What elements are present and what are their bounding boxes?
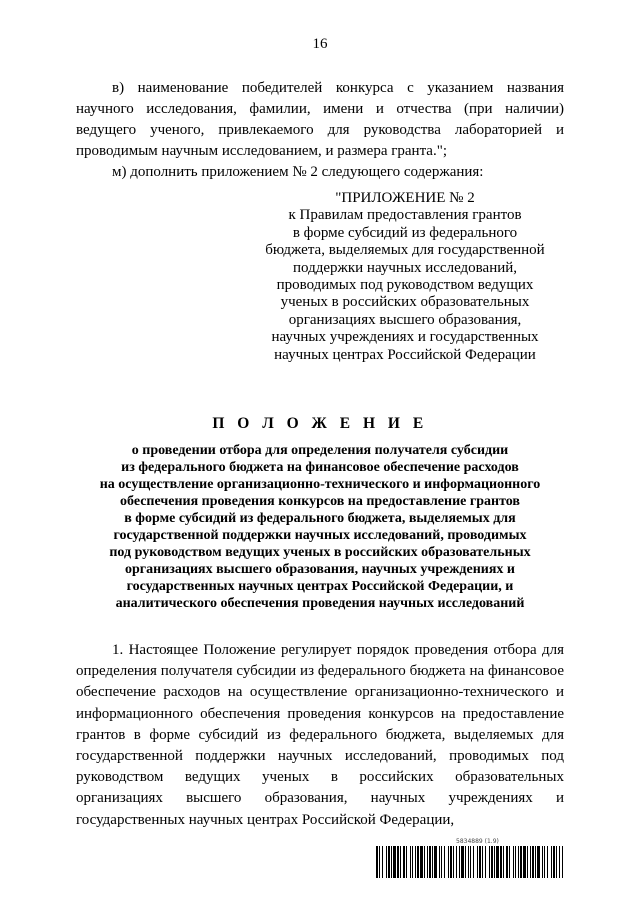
appendix-line: научных центрах Российской Федерации xyxy=(274,346,536,363)
appendix-line: научных учреждениях и государственных xyxy=(271,329,539,346)
barcode-bar xyxy=(379,846,380,878)
barcode-bar xyxy=(429,846,431,878)
appendix-line: поддержки научных исследований, xyxy=(292,259,518,276)
barcode-bar xyxy=(496,846,499,878)
barcode-bar xyxy=(547,846,548,878)
subtitle-line: из федерального бюджета на финансовое обеспечение расходов xyxy=(121,460,519,475)
barcode-bar xyxy=(453,846,454,878)
barcode-bar xyxy=(556,846,557,878)
barcode-bar xyxy=(520,846,522,878)
intro-section xyxy=(76,78,564,183)
barcode-bar xyxy=(500,846,502,878)
barcode-bar xyxy=(427,846,428,878)
barcode-bar xyxy=(400,846,401,878)
barcode-bar xyxy=(391,846,392,878)
barcode-bar xyxy=(535,846,536,878)
barcode-bar xyxy=(459,846,460,878)
barcode-bar xyxy=(439,846,440,878)
barcode-bar xyxy=(485,846,486,878)
barcode-bar xyxy=(415,846,416,878)
subtitle-line: аналитического обеспечения проведения научных исследований xyxy=(115,596,525,611)
subtitle-line: государственной поддержки научных исследований, проводимых xyxy=(113,528,527,543)
barcode-bar xyxy=(450,846,452,878)
barcode-bar xyxy=(417,846,419,878)
subtitle-line: под руководством ведущих ученых в российских образовательных xyxy=(109,545,531,560)
barcode-bar xyxy=(397,846,399,878)
paragraph-1: 1. Настоящее Положение регулирует порядок проведения отбора для определения получателя субсидии из федерального бюджета на финансовое обеспечение расходов на осуществление организационно-технического и информационного обеспечения проведения конкурсов на предоставление грантов в форме субсидий из федерального бюджета, выделяемых для государственной поддержки научных исследований, проводимых под руководством ведущих ученых в российских образовательных организациях высшего образования, научных учреждениях и государственных научных центрах Российской Федерации, xyxy=(76,642,564,828)
barcode-bar xyxy=(441,846,442,878)
barcode-bar xyxy=(461,846,464,878)
barcode-bar xyxy=(448,846,449,878)
barcode-bar xyxy=(553,846,555,878)
barcode-bar xyxy=(482,846,483,878)
barcode-bar xyxy=(530,846,531,878)
appendix-line: ученых в российских образовательных xyxy=(280,294,530,311)
subtitle-line: государственных научных центрах Российской Федерации, и xyxy=(126,579,514,594)
barcode-bar xyxy=(465,846,466,878)
barcode-bar xyxy=(386,846,387,878)
document-subtitle xyxy=(60,442,580,612)
appendix-line: в форме субсидий из федерального xyxy=(292,224,518,241)
subtitle-line: обеспечения проведения конкурсов на предоставление грантов xyxy=(120,494,520,509)
subtitle-line: о проведении отбора для определения получателя субсидии xyxy=(131,443,509,458)
barcode-bar xyxy=(544,846,545,878)
barcode-bar xyxy=(382,846,383,878)
barcode-bar xyxy=(468,846,469,878)
item-v-paragraph: в) наименование победителей конкурса с указанием названия научного исследования, фамилии, имени и отчества (при наличии) ведущего ученого, привлекаемого для руководства лабораторией и проводимым научным исследованием, и размера гранта."; xyxy=(76,80,564,159)
barcode-bar xyxy=(509,846,510,878)
barcode-bar xyxy=(376,846,378,878)
barcode-bar xyxy=(489,846,490,878)
barcode-bar xyxy=(559,846,560,878)
barcode-bar xyxy=(527,846,528,878)
barcode-bar xyxy=(403,846,405,878)
barcode-bar xyxy=(518,846,519,878)
barcode-bar xyxy=(444,846,445,878)
barcode-bar xyxy=(420,846,423,878)
barcode-bar xyxy=(506,846,508,878)
barcode-bar xyxy=(393,846,396,878)
barcode-bar xyxy=(412,846,413,878)
barcode-bar xyxy=(424,846,425,878)
barcode-bar xyxy=(537,846,540,878)
document-id: 5834889 (1.9) xyxy=(456,838,499,845)
barcode-bar xyxy=(388,846,390,878)
barcode-bar xyxy=(494,846,495,878)
page-number: 16 xyxy=(312,36,328,52)
barcode-bar xyxy=(532,846,534,878)
appendix-header xyxy=(240,190,570,364)
barcode-bar xyxy=(551,846,552,878)
body-section xyxy=(76,640,564,831)
barcode-bar xyxy=(503,846,504,878)
barcode-bar xyxy=(470,846,471,878)
barcode-bar xyxy=(523,846,526,878)
barcode xyxy=(376,846,564,878)
appendix-line: организациях высшего образования, xyxy=(288,311,522,328)
barcode-bar xyxy=(491,846,493,878)
barcode-bar xyxy=(406,846,407,878)
barcode-bar xyxy=(477,846,478,878)
appendix-line: проводимых под руководством ведущих xyxy=(276,277,534,294)
barcode-bar xyxy=(515,846,516,878)
appendix-line: к Правилам предоставления грантов xyxy=(288,207,522,224)
barcode-bar xyxy=(456,846,457,878)
barcode-bar xyxy=(410,846,411,878)
document-heading: П О Л О Ж Е Н И Е xyxy=(212,415,428,432)
appendix-title: "ПРИЛОЖЕНИЕ № 2 xyxy=(335,190,475,206)
subtitle-line: на осуществление организационно-технического и информационного xyxy=(99,477,541,492)
barcode-bar xyxy=(434,846,437,878)
appendix-line: бюджета, выделяемых для государственной xyxy=(265,242,545,259)
barcode-bar xyxy=(432,846,433,878)
barcode-bar xyxy=(562,846,563,878)
subtitle-line: в форме субсидий из федерального бюджета, выделяемых для xyxy=(124,511,516,526)
barcode-bar xyxy=(513,846,514,878)
subtitle-line: организациях высшего образования, научных учреждениях и xyxy=(125,562,515,577)
item-m-paragraph: м) дополнить приложением № 2 следующего содержания: xyxy=(112,164,484,180)
barcode-bar xyxy=(479,846,481,878)
barcode-bar xyxy=(473,846,474,878)
barcode-bar xyxy=(542,846,543,878)
